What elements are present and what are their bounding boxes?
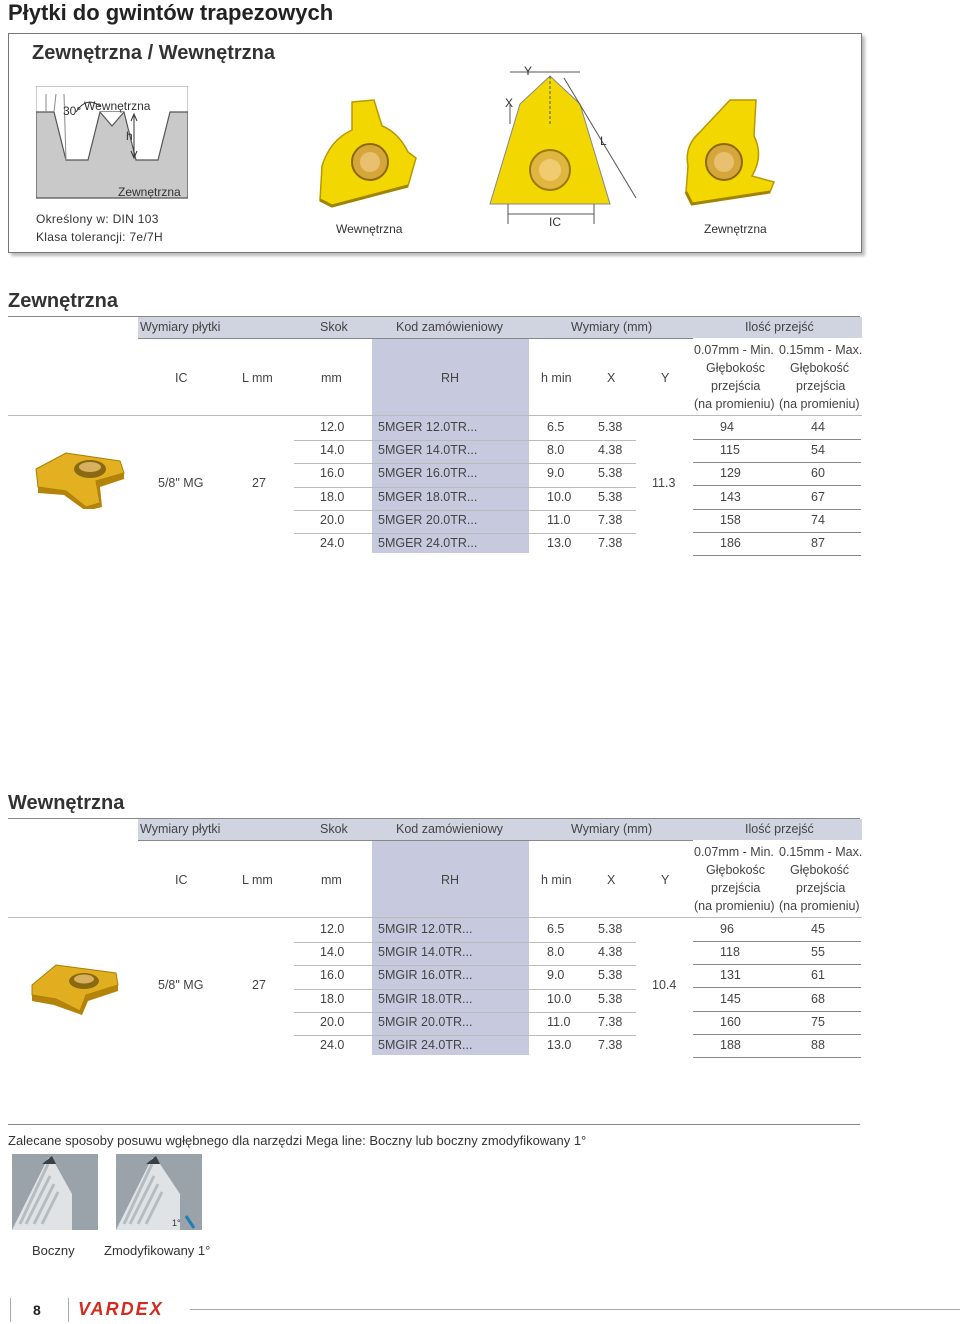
qty-pass-min: przejścia bbox=[711, 379, 761, 393]
mm-cell: 24.0 bbox=[320, 536, 345, 550]
table-header bbox=[138, 819, 862, 840]
dim-x-label: X bbox=[505, 96, 514, 110]
mm-cell: 16.0 bbox=[320, 968, 345, 983]
mm-cell: 18.0 bbox=[320, 991, 345, 1006]
frame-title: Zewnętrzna / Wewnętrzna bbox=[32, 42, 276, 64]
min-pass-count: 115 bbox=[720, 443, 740, 458]
ic-value: 5/8" MG bbox=[158, 978, 204, 992]
x-cell: 7.38 bbox=[598, 512, 623, 527]
col-mm: mm bbox=[321, 371, 342, 385]
col-hmin: h min bbox=[541, 371, 572, 385]
qty-max-head: 0.15mm - Max. bbox=[779, 343, 863, 357]
pass-count-row bbox=[693, 919, 861, 942]
max-pass-count: 54 bbox=[811, 443, 825, 458]
order-code-cell: 5MGIR 20.0TR... bbox=[378, 1014, 473, 1029]
max-pass-count: 61 bbox=[811, 968, 825, 983]
internal-insert-image bbox=[312, 96, 422, 212]
pass-count-row bbox=[693, 487, 861, 510]
x-cell: 5.38 bbox=[598, 991, 623, 1006]
hmin-cell: 6.5 bbox=[547, 922, 565, 936]
qty-radius-min: (na promieniu) bbox=[694, 899, 775, 913]
footer-divider bbox=[10, 1298, 11, 1322]
col-hmin: h min bbox=[541, 873, 572, 887]
hmin-cell: 9.0 bbox=[547, 466, 565, 481]
qty-depth-min: Głębokośc bbox=[706, 361, 766, 375]
table-header bbox=[138, 317, 862, 338]
col-rh: RH bbox=[441, 371, 460, 385]
feed-text: Zalecane sposoby posuwu wgłębnego dla narzędzi Mega line: Boczny lub boczny zmodyfikowany 1° bbox=[8, 1133, 587, 1148]
qty-max-head: 0.15mm - Max. bbox=[779, 845, 863, 859]
caption-internal: Wewnętrzna bbox=[336, 222, 403, 236]
header-qty: Ilość przejść bbox=[745, 320, 814, 334]
feed-side-image bbox=[12, 1154, 98, 1230]
max-pass-count: 88 bbox=[811, 1038, 825, 1052]
mm-cell: 16.0 bbox=[320, 466, 345, 481]
header-pitch: Skok bbox=[320, 822, 348, 836]
col-x: X bbox=[607, 371, 616, 385]
col-y: Y bbox=[661, 371, 670, 385]
feed-rule bbox=[8, 1124, 860, 1125]
header-code: Kod zamówieniowy bbox=[396, 822, 503, 836]
pass-count-row bbox=[693, 417, 861, 440]
hmin-cell: 10.0 bbox=[547, 991, 572, 1006]
min-pass-count: 96 bbox=[720, 922, 734, 936]
order-code-cell: 5MGIR 12.0TR... bbox=[378, 922, 473, 936]
hmin-cell: 13.0 bbox=[547, 536, 572, 550]
qty-pass-min: przejścia bbox=[711, 881, 761, 895]
qty-pass-max: przejścia bbox=[796, 379, 846, 393]
external-insert-image bbox=[680, 96, 784, 208]
hmin-cell: 10.0 bbox=[547, 489, 572, 504]
order-code-cell: 5MGIR 16.0TR... bbox=[378, 968, 473, 983]
pass-count-row bbox=[693, 440, 861, 463]
max-pass-count: 55 bbox=[811, 945, 825, 960]
max-pass-count: 68 bbox=[811, 991, 825, 1006]
order-code-cell: 5MGER 20.0TR... bbox=[378, 512, 478, 527]
col-l: L mm bbox=[242, 371, 273, 385]
min-pass-count: 129 bbox=[720, 466, 741, 481]
caption-external: Zewnętrzna bbox=[704, 222, 767, 236]
max-pass-count: 45 bbox=[811, 922, 825, 936]
max-pass-count: 75 bbox=[811, 1014, 825, 1029]
section-title-external: Zewnętrzna bbox=[8, 290, 119, 312]
table-internal bbox=[0, 819, 960, 1059]
x-cell: 7.38 bbox=[598, 1014, 623, 1029]
l-value: 27 bbox=[252, 978, 266, 992]
y-value: 10.4 bbox=[652, 978, 677, 992]
feed-mod-label: Zmodyfikowany 1° bbox=[104, 1243, 211, 1258]
min-pass-count: 143 bbox=[720, 489, 741, 504]
tolerance-text: Klasa tolerancji: 7e/7H bbox=[36, 230, 163, 244]
dim-l-label: L bbox=[600, 134, 607, 148]
inner-label: Wewnętrzna bbox=[84, 99, 151, 113]
order-code-cell: 5MGER 16.0TR... bbox=[378, 466, 478, 481]
hmin-cell: 6.5 bbox=[547, 420, 565, 434]
max-pass-count: 87 bbox=[811, 536, 825, 550]
order-code-cell: 5MGIR 18.0TR... bbox=[378, 991, 473, 1006]
pass-count-row bbox=[693, 942, 861, 965]
outer-label: Zewnętrzna bbox=[118, 185, 181, 199]
qty-min-head: 0.07mm - Min. bbox=[694, 343, 774, 357]
pass-count-row bbox=[693, 463, 861, 486]
pass-count-row bbox=[693, 1035, 861, 1058]
l-value: 27 bbox=[252, 476, 266, 490]
x-cell: 5.38 bbox=[598, 420, 623, 434]
x-cell: 5.38 bbox=[598, 922, 623, 936]
order-code-cell: 5MGIR 14.0TR... bbox=[378, 945, 473, 960]
angle-label: 30° bbox=[63, 104, 82, 118]
x-cell: 5.38 bbox=[598, 489, 623, 504]
mm-cell: 18.0 bbox=[320, 489, 345, 504]
qty-depth-min: Głębokośc bbox=[706, 863, 766, 877]
qty-radius-max: (na promieniu) bbox=[779, 397, 860, 411]
header-qty: Ilość przejść bbox=[745, 822, 814, 836]
x-cell: 7.38 bbox=[598, 1038, 623, 1052]
ic-value: 5/8" MG bbox=[158, 476, 204, 490]
external-insert-photo bbox=[30, 447, 130, 509]
internal-insert-photo bbox=[26, 955, 126, 1015]
order-code-cell: 5MGER 12.0TR... bbox=[378, 420, 478, 434]
col-mm: mm bbox=[321, 873, 342, 887]
dim-y-label: Y bbox=[524, 64, 533, 78]
min-pass-count: 145 bbox=[720, 991, 741, 1006]
insert-dimension-drawing bbox=[480, 64, 656, 232]
order-code-cell: 5MGER 18.0TR... bbox=[378, 489, 478, 504]
x-cell: 7.38 bbox=[598, 536, 623, 550]
header-code: Kod zamówieniowy bbox=[396, 320, 503, 334]
pass-count-row bbox=[693, 965, 861, 988]
header-plate: Wymiary płytki bbox=[140, 822, 221, 836]
dim-ic-label: IC bbox=[549, 215, 561, 229]
pass-count-row bbox=[693, 533, 861, 556]
col-ic: IC bbox=[175, 371, 188, 385]
y-value: 11.3 bbox=[652, 476, 676, 490]
col-ic: IC bbox=[175, 873, 188, 887]
page-title: Płytki do gwintów trapezowych bbox=[8, 0, 334, 25]
qty-radius-min: (na promieniu) bbox=[694, 397, 775, 411]
min-pass-count: 94 bbox=[720, 420, 734, 434]
order-code-cell: 5MGER 24.0TR... bbox=[378, 536, 478, 550]
mm-cell: 20.0 bbox=[320, 512, 345, 527]
mm-cell: 20.0 bbox=[320, 1014, 345, 1029]
qty-radius-max: (na promieniu) bbox=[779, 899, 860, 913]
feed-side-label: Boczny bbox=[32, 1243, 75, 1258]
header-plate: Wymiary płytki bbox=[140, 320, 221, 334]
feed-modified-image bbox=[116, 1154, 202, 1230]
x-cell: 4.38 bbox=[598, 443, 623, 458]
header-pitch: Skok bbox=[320, 320, 348, 334]
section-title-internal: Wewnętrzna bbox=[8, 792, 125, 814]
mm-cell: 12.0 bbox=[320, 420, 345, 434]
qty-pass-max: przejścia bbox=[796, 881, 846, 895]
max-pass-count: 60 bbox=[811, 466, 825, 481]
brand-logo: VARDEX bbox=[78, 1299, 164, 1319]
order-code-cell: 5MGIR 24.0TR... bbox=[378, 1038, 473, 1052]
min-pass-count: 118 bbox=[720, 945, 740, 960]
min-pass-count: 188 bbox=[720, 1038, 741, 1052]
mm-cell: 14.0 bbox=[320, 945, 345, 960]
max-pass-count: 44 bbox=[811, 420, 825, 434]
col-rh: RH bbox=[441, 873, 460, 887]
min-pass-count: 160 bbox=[720, 1014, 741, 1029]
standard-text: Określony w: DIN 103 bbox=[36, 212, 159, 226]
min-pass-count: 158 bbox=[720, 512, 741, 527]
col-x: X bbox=[607, 873, 616, 887]
x-cell: 4.38 bbox=[598, 945, 623, 960]
qty-depth-max: Głębokość bbox=[790, 863, 850, 877]
footer-line bbox=[190, 1309, 960, 1310]
x-cell: 5.38 bbox=[598, 466, 623, 481]
max-pass-count: 74 bbox=[811, 512, 825, 527]
page-number: 8 bbox=[33, 1302, 41, 1318]
h-label: h bbox=[126, 129, 133, 143]
col-y: Y bbox=[661, 873, 670, 887]
order-code-cell: 5MGER 14.0TR... bbox=[378, 443, 478, 458]
angle-mark: 1° bbox=[172, 1218, 181, 1228]
mm-cell: 14.0 bbox=[320, 443, 345, 458]
mm-cell: 24.0 bbox=[320, 1038, 345, 1052]
max-pass-count: 67 bbox=[811, 489, 825, 504]
header-dims: Wymiary (mm) bbox=[571, 320, 653, 334]
hmin-cell: 8.0 bbox=[547, 443, 565, 458]
hmin-cell: 8.0 bbox=[547, 945, 565, 960]
pass-count-row bbox=[693, 510, 861, 533]
min-pass-count: 131 bbox=[720, 968, 741, 983]
table-external bbox=[0, 317, 960, 557]
min-pass-count: 186 bbox=[720, 536, 741, 550]
pass-count-row bbox=[693, 1012, 861, 1035]
qty-depth-max: Głębokość bbox=[790, 361, 850, 375]
qty-min-head: 0.07mm - Min. bbox=[694, 845, 774, 859]
hmin-cell: 9.0 bbox=[547, 968, 565, 983]
hmin-cell: 11.0 bbox=[547, 512, 571, 527]
mm-cell: 12.0 bbox=[320, 922, 345, 936]
x-cell: 5.38 bbox=[598, 968, 623, 983]
hmin-cell: 11.0 bbox=[547, 1014, 571, 1029]
pass-count-row bbox=[693, 989, 861, 1012]
col-l: L mm bbox=[242, 873, 273, 887]
hmin-cell: 13.0 bbox=[547, 1038, 572, 1052]
footer-divider bbox=[68, 1298, 69, 1322]
header-dims: Wymiary (mm) bbox=[571, 822, 653, 836]
